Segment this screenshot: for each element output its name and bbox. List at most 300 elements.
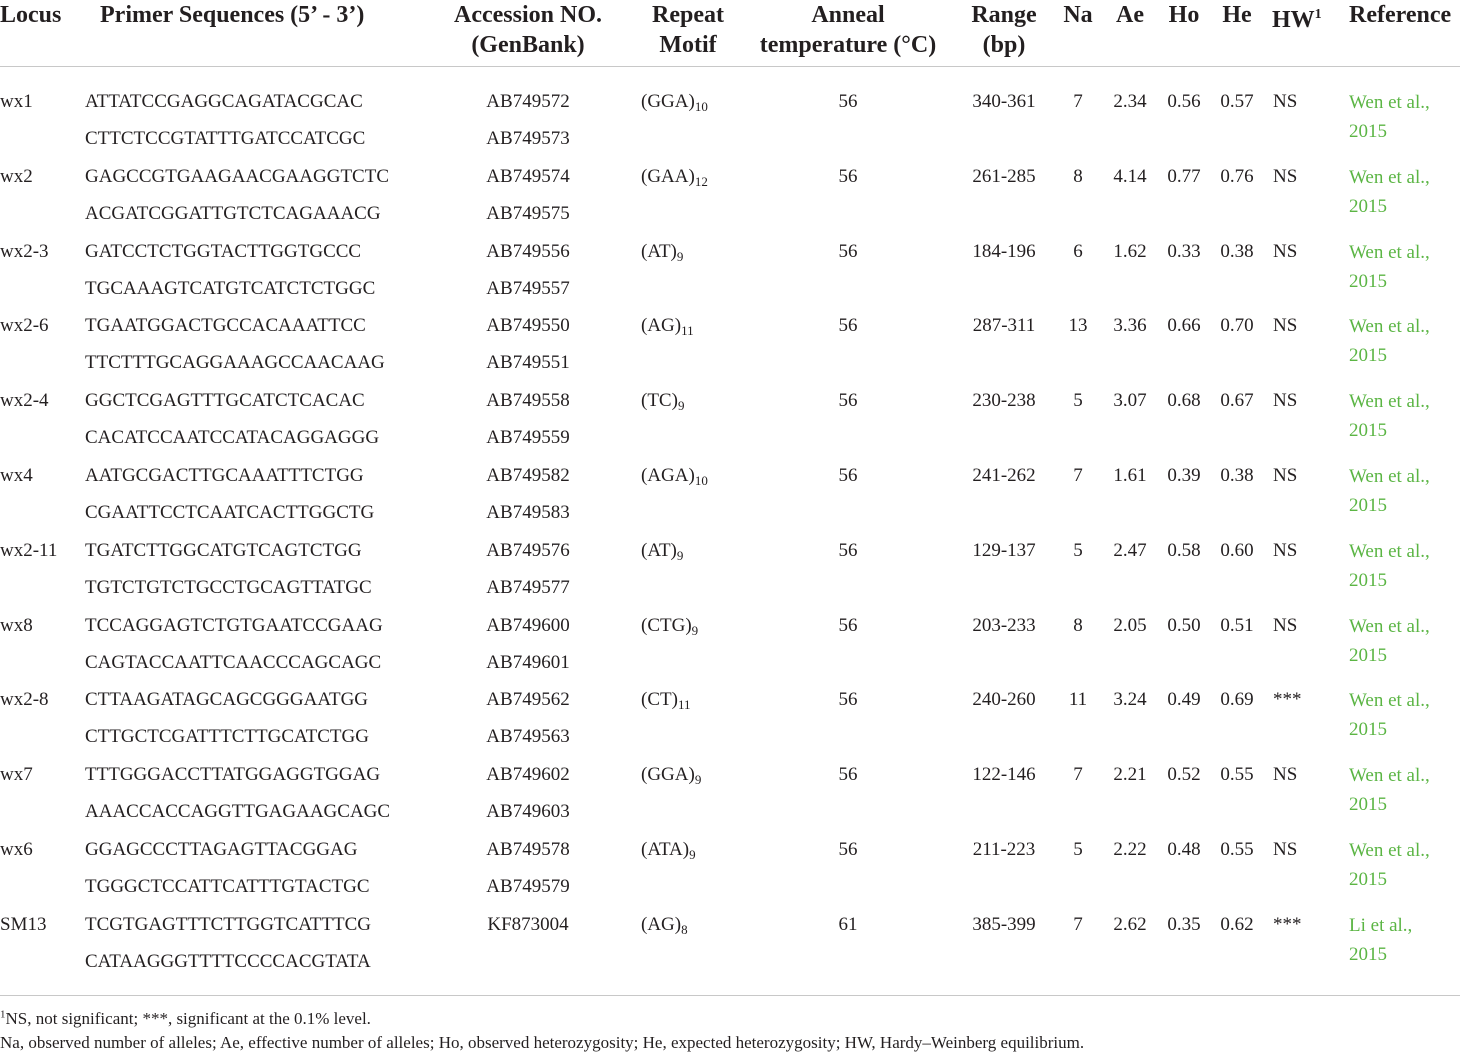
na-value <box>1056 312 1100 340</box>
repeat-motif-text: (GAA) <box>641 165 695 187</box>
accession-forward <box>428 462 628 490</box>
primer-forward <box>85 238 361 266</box>
repeat-count: 11 <box>681 323 694 339</box>
anneal-temp <box>748 387 948 415</box>
range-bp-text: 230-238 <box>972 390 1036 412</box>
range-bp-text: 261-285 <box>972 165 1036 187</box>
primer-reverse-text: CGAATTCCTCAATCACTTGGCTG <box>85 502 375 523</box>
header-anneal-line1: Anneal <box>811 2 885 28</box>
locus-cell-text: wx4 <box>0 465 33 486</box>
footnote-abbreviations: Na, observed number of alleles; Ae, effective number of alleles; Ho, observed heterozygosity; He, expected heterozygosity; HW, Hardy–Weinberg equilibrium. <box>0 1033 1085 1052</box>
repeat-motif <box>641 911 688 939</box>
range-bp-text: 241-262 <box>972 465 1036 486</box>
ae-value-text: 2.47 <box>1113 539 1147 561</box>
he-value <box>1217 911 1257 939</box>
locus-cell <box>0 238 49 266</box>
na-value-text: 5 <box>1073 539 1083 561</box>
locus-cell-text: SM13 <box>0 913 47 935</box>
na-value <box>1056 537 1100 565</box>
hw-value <box>1273 612 1297 640</box>
header-hw-label: HW <box>1272 7 1315 33</box>
header-ho: Ho <box>1168 2 1200 28</box>
locus-cell-text: wx6 <box>0 839 33 860</box>
range-bp-text: 203-233 <box>972 614 1036 636</box>
na-value-text: 8 <box>1073 614 1083 636</box>
na-value <box>1056 911 1100 939</box>
reference-link[interactable] <box>1349 836 1459 894</box>
ae-value-text: 2.62 <box>1113 913 1147 935</box>
ae-value <box>1110 537 1150 565</box>
header-ae: Ae <box>1116 2 1144 28</box>
ae-value <box>1110 612 1150 640</box>
accession-forward <box>428 312 628 340</box>
header-repeat-motif <box>628 0 748 60</box>
primer-reverse-text: CAGTACCAATTCAACCCAGCAGC <box>85 651 382 673</box>
reference-link[interactable] <box>1349 163 1459 221</box>
ho-value-text: 0.48 <box>1167 839 1201 860</box>
ho-value <box>1163 462 1205 490</box>
header-reference: Reference <box>1349 2 1452 28</box>
repeat-count: 8 <box>681 921 688 937</box>
na-value-text: 7 <box>1073 91 1083 112</box>
primer-forward <box>85 462 364 490</box>
accession-reverse-text: AB749551 <box>486 352 570 374</box>
ae-value-text: 4.14 <box>1113 165 1147 187</box>
range-bp <box>958 312 1050 340</box>
header-accession-line1: Accession NO. <box>454 2 602 28</box>
ho-value-text: 0.35 <box>1167 913 1201 935</box>
primer-reverse-text: TTCTTTGCAGGAAAGCCAACAAG <box>85 352 385 374</box>
anneal-temp <box>748 88 948 116</box>
reference-year[interactable]: 2015 <box>1349 495 1387 516</box>
primer-reverse <box>85 649 381 677</box>
locus-cell-text: wx2-4 <box>0 390 49 412</box>
locus-cell <box>0 88 33 116</box>
accession-reverse-text: AB749557 <box>486 277 570 299</box>
repeat-count: 9 <box>676 547 684 563</box>
reference-authors[interactable]: Wen et al., <box>1349 316 1430 338</box>
primer-forward-text: GGAGCCCTTAGAGTTACGGAG <box>85 839 358 860</box>
footnote-significance-text: NS, not significant; ***, significant at the 0.1% level. <box>5 1009 371 1028</box>
ae-value <box>1110 312 1150 340</box>
accession-reverse-text: AB749579 <box>486 876 570 897</box>
reference-year[interactable]: 2015 <box>1349 345 1387 367</box>
accession-forward-text: AB749582 <box>486 465 570 486</box>
table-row <box>0 163 1460 238</box>
he-value-text: 0.70 <box>1220 315 1254 337</box>
accession-forward <box>428 612 628 640</box>
anneal-temp-text: 56 <box>838 91 858 112</box>
reference-link[interactable] <box>1349 462 1459 520</box>
accession-forward-text: AB749576 <box>486 539 570 561</box>
na-value <box>1056 686 1100 714</box>
accession-reverse <box>428 424 628 452</box>
reference-link[interactable] <box>1349 612 1459 670</box>
locus-cell <box>0 462 33 490</box>
footnote-marker: 1 <box>0 1008 6 1021</box>
repeat-count: 9 <box>694 772 702 788</box>
header-na: Na <box>1063 2 1093 28</box>
reference-authors[interactable]: Wen et al., <box>1349 615 1430 637</box>
ae-value <box>1110 836 1150 864</box>
reference-authors[interactable]: Wen et al., <box>1349 391 1430 413</box>
reference-authors[interactable]: Wen et al., <box>1349 765 1430 787</box>
range-bp <box>958 238 1050 266</box>
primer-reverse <box>85 424 379 452</box>
hw-value-text: *** <box>1273 689 1302 711</box>
reference-link[interactable] <box>1349 911 1459 969</box>
range-bp <box>958 612 1050 640</box>
hw-value-text: NS <box>1273 165 1298 187</box>
hw-value <box>1273 686 1302 714</box>
he-value-text: 0.62 <box>1220 913 1254 935</box>
accession-reverse-text: AB749573 <box>486 128 570 149</box>
accession-reverse-text: AB749583 <box>486 502 570 523</box>
primer-forward-text: GAGCCGTGAAGAACGAAGGTCTC <box>85 165 389 187</box>
repeat-motif-text: (AGA) <box>641 465 695 486</box>
locus-cell <box>0 911 46 939</box>
na-value-text: 6 <box>1073 240 1083 262</box>
repeat-motif-text: (AT) <box>641 539 677 561</box>
repeat-motif <box>641 88 708 116</box>
repeat-motif <box>641 836 696 864</box>
primer-forward <box>85 312 366 340</box>
ae-value <box>1110 88 1150 116</box>
primer-forward-text: TGATCTTGGCATGTCAGTCTGG <box>85 539 362 561</box>
anneal-temp-text: 61 <box>838 913 858 935</box>
reference-link[interactable] <box>1349 761 1459 819</box>
he-value-text: 0.69 <box>1220 689 1254 711</box>
ae-value-text: 1.62 <box>1113 240 1147 262</box>
primer-forward <box>85 761 380 789</box>
ae-value <box>1110 686 1150 714</box>
repeat-motif <box>641 761 701 789</box>
na-value-text: 11 <box>1068 689 1088 711</box>
table-row <box>0 462 1460 537</box>
reference-authors[interactable]: Wen et al., <box>1349 166 1430 188</box>
repeat-motif <box>641 387 684 415</box>
accession-forward <box>428 686 628 714</box>
ae-value-text: 3.07 <box>1113 390 1147 412</box>
reference-authors[interactable]: Wen et al., <box>1349 466 1430 487</box>
anneal-temp-text: 56 <box>838 839 858 860</box>
range-bp-text: 122-146 <box>972 764 1036 786</box>
hw-value <box>1273 911 1302 939</box>
na-value-text: 5 <box>1073 839 1083 860</box>
anneal-temp-text: 56 <box>838 689 858 711</box>
ae-value-text: 2.05 <box>1113 614 1147 636</box>
hw-value-text: NS <box>1273 839 1298 860</box>
locus-cell <box>0 612 33 640</box>
primer-forward <box>85 612 383 640</box>
accession-reverse <box>428 499 628 527</box>
ae-value-text: 3.36 <box>1113 315 1147 337</box>
anneal-temp <box>748 686 948 714</box>
he-value <box>1217 612 1257 640</box>
locus-cell-text: wx8 <box>0 614 33 636</box>
accession-forward <box>428 537 628 565</box>
range-bp-text: 240-260 <box>972 689 1036 711</box>
reference-year[interactable]: 2015 <box>1349 420 1387 442</box>
repeat-motif <box>641 462 708 490</box>
locus-cell-text: wx2-3 <box>0 240 49 262</box>
anneal-temp-text: 56 <box>838 315 858 337</box>
accession-reverse <box>428 873 628 901</box>
repeat-count: 10 <box>694 473 708 488</box>
hw-value-text: NS <box>1273 240 1298 262</box>
he-value-text: 0.60 <box>1220 539 1254 561</box>
primer-reverse-text: CTTCTCCGTATTTGATCCATCGC <box>85 128 366 149</box>
repeat-count: 10 <box>694 99 708 114</box>
primer-reverse <box>85 499 374 527</box>
header-accession-line2: (GenBank) <box>471 32 585 58</box>
reference-year[interactable]: 2015 <box>1349 719 1387 741</box>
header-anneal-line2: temperature (°C) <box>759 32 937 58</box>
reference-year[interactable]: 2015 <box>1349 794 1387 816</box>
footnote-significance <box>0 1008 371 1030</box>
accession-forward-text: AB749602 <box>486 764 570 786</box>
primer-forward <box>85 88 363 116</box>
hw-value-text: NS <box>1273 91 1298 112</box>
table-row <box>0 238 1460 313</box>
ae-value-text: 2.34 <box>1113 91 1147 112</box>
primer-reverse-text: CATAAGGGTTTTCCCCACGTATA <box>85 950 371 972</box>
accession-forward <box>428 387 628 415</box>
header-rule <box>0 66 1460 67</box>
accession-reverse <box>428 574 628 602</box>
repeat-motif-text: (AG) <box>641 315 682 337</box>
reference-year[interactable]: 2015 <box>1349 270 1387 292</box>
accession-forward <box>428 911 628 939</box>
he-value <box>1217 387 1257 415</box>
range-bp-text: 211-223 <box>972 839 1036 860</box>
repeat-motif <box>641 537 683 565</box>
anneal-temp <box>748 612 948 640</box>
ae-value <box>1110 238 1150 266</box>
primer-reverse <box>85 574 372 602</box>
table-row <box>0 88 1460 163</box>
reference-link[interactable] <box>1349 88 1459 146</box>
primer-reverse-text: CACATCCAATCCATACAGGAGGG <box>85 427 380 449</box>
header-range <box>958 0 1050 60</box>
anneal-temp-text: 56 <box>838 390 858 412</box>
primer-forward-text: CTTAAGATAGCAGCGGGAATGG <box>85 689 369 711</box>
accession-forward-text: AB749550 <box>486 315 570 337</box>
reference-authors[interactable]: Wen et al., <box>1349 92 1430 113</box>
repeat-motif <box>641 238 683 266</box>
accession-reverse-text: AB749577 <box>486 576 570 598</box>
reference-year[interactable]: 2015 <box>1349 121 1387 142</box>
primer-reverse <box>85 125 365 153</box>
ho-value-text: 0.39 <box>1167 465 1201 486</box>
ae-value <box>1110 163 1150 191</box>
accession-reverse <box>428 649 628 677</box>
repeat-count: 11 <box>677 697 691 713</box>
hw-value-text: NS <box>1273 465 1298 486</box>
primer-reverse <box>85 873 370 901</box>
anneal-temp <box>748 462 948 490</box>
table-row <box>0 612 1460 687</box>
locus-cell <box>0 686 49 714</box>
hw-value <box>1273 761 1297 789</box>
range-bp <box>958 537 1050 565</box>
ho-value-text: 0.56 <box>1167 91 1201 112</box>
na-value <box>1056 462 1100 490</box>
na-value <box>1056 836 1100 864</box>
table-row <box>0 911 1460 986</box>
primer-forward <box>85 686 368 714</box>
header-repeat-line1: Repeat <box>652 2 724 28</box>
na-value <box>1056 387 1100 415</box>
table-row <box>0 312 1460 387</box>
repeat-motif-text: (CT) <box>641 689 678 711</box>
he-value-text: 0.55 <box>1220 839 1254 860</box>
he-value <box>1217 537 1257 565</box>
anneal-temp-text: 56 <box>838 764 858 786</box>
ae-value-text: 2.21 <box>1113 764 1147 786</box>
table-row <box>0 387 1460 462</box>
primer-forward <box>85 836 357 864</box>
ho-value <box>1163 686 1205 714</box>
hw-value-text: NS <box>1273 614 1298 636</box>
hw-value <box>1273 88 1297 116</box>
he-value <box>1217 88 1257 116</box>
repeat-count: 9 <box>689 847 696 862</box>
anneal-temp <box>748 163 948 191</box>
ho-value-text: 0.77 <box>1167 165 1201 187</box>
reference-year[interactable]: 2015 <box>1349 644 1387 666</box>
primer-forward-text: ATTATCCGAGGCAGATACGCAC <box>85 91 363 112</box>
primer-reverse-text: TGTCTGTCTGCCTGCAGTTATGC <box>85 576 372 598</box>
repeat-motif <box>641 312 694 340</box>
header-range-line1: Range <box>971 2 1037 28</box>
primer-reverse-text: AAACCACCAGGTTGAGAAGCAGC <box>85 801 391 823</box>
na-value-text: 5 <box>1073 390 1083 412</box>
accession-forward-text: KF873004 <box>487 913 569 935</box>
na-value-text: 8 <box>1073 165 1083 187</box>
ae-value <box>1110 462 1150 490</box>
ho-value <box>1163 88 1205 116</box>
repeat-motif-text: (GGA) <box>641 764 695 786</box>
na-value <box>1056 612 1100 640</box>
header-primer-sequences: Primer Sequences (5’ - 3’) <box>100 2 365 28</box>
primer-forward-text: TTTGGGACCTTATGGAGGTGGAG <box>85 764 381 786</box>
table-row <box>0 836 1460 911</box>
he-value-text: 0.38 <box>1220 240 1254 262</box>
reference-authors[interactable]: Wen et al., <box>1349 540 1430 562</box>
locus-cell <box>0 761 33 789</box>
primer-reverse <box>85 275 375 303</box>
locus-cell-text: wx2-11 <box>0 539 58 561</box>
table-row <box>0 761 1460 836</box>
reference-year[interactable]: 2015 <box>1349 869 1387 890</box>
hw-value <box>1273 238 1297 266</box>
hw-value-text: NS <box>1273 764 1298 786</box>
range-bp <box>958 462 1050 490</box>
accession-reverse <box>428 349 628 377</box>
reference-year[interactable]: 2015 <box>1349 195 1387 217</box>
accession-forward-text: AB749574 <box>486 165 570 187</box>
header-accession <box>428 0 628 60</box>
anneal-temp-text: 56 <box>838 465 858 486</box>
reference-link[interactable] <box>1349 387 1459 445</box>
he-value-text: 0.57 <box>1220 91 1254 112</box>
primer-forward <box>85 163 389 191</box>
na-value-text: 7 <box>1073 913 1083 935</box>
repeat-count: 9 <box>677 398 685 414</box>
reference-link[interactable] <box>1349 537 1459 595</box>
ae-value <box>1110 911 1150 939</box>
primer-reverse-text: ACGATCGGATTGTCTCAGAAACG <box>85 202 381 224</box>
ho-value <box>1163 761 1205 789</box>
accession-forward <box>428 88 628 116</box>
header-anneal-temperature <box>748 0 948 60</box>
ae-value <box>1110 387 1150 415</box>
reference-authors[interactable]: Li et al., <box>1349 914 1413 936</box>
reference-authors[interactable]: Wen et al., <box>1349 241 1430 263</box>
he-value-text: 0.67 <box>1220 390 1254 412</box>
reference-authors[interactable]: Wen et al., <box>1349 840 1430 861</box>
reference-authors[interactable]: Wen et al., <box>1349 690 1430 712</box>
primer-reverse <box>85 948 371 976</box>
reference-year[interactable]: 2015 <box>1349 943 1387 965</box>
ho-value <box>1163 163 1205 191</box>
locus-cell <box>0 163 33 191</box>
table-row <box>0 537 1460 612</box>
na-value <box>1056 163 1100 191</box>
hw-value <box>1273 163 1297 191</box>
accession-reverse <box>428 125 628 153</box>
reference-link[interactable] <box>1349 686 1459 744</box>
repeat-motif-text: (TC) <box>641 390 678 412</box>
anneal-temp <box>748 312 948 340</box>
he-value <box>1217 462 1257 490</box>
range-bp-text: 287-311 <box>972 315 1036 337</box>
accession-forward-text: AB749558 <box>486 390 570 412</box>
na-value <box>1056 238 1100 266</box>
he-value <box>1217 238 1257 266</box>
table-row <box>0 686 1460 761</box>
repeat-count: 9 <box>676 248 684 264</box>
he-value <box>1217 686 1257 714</box>
reference-link[interactable] <box>1349 312 1459 370</box>
range-bp <box>958 686 1050 714</box>
hw-value-text: NS <box>1273 390 1298 412</box>
header-hw-sup: 1 <box>1314 7 1322 22</box>
he-value <box>1217 163 1257 191</box>
ae-value-text: 1.61 <box>1113 465 1147 486</box>
reference-year[interactable]: 2015 <box>1349 569 1387 591</box>
primer-reverse <box>85 349 385 377</box>
primer-reverse <box>85 723 369 751</box>
ho-value <box>1163 911 1205 939</box>
reference-link[interactable] <box>1349 238 1459 296</box>
header-range-line2: (bp) <box>982 32 1026 58</box>
ho-value-text: 0.66 <box>1167 315 1201 337</box>
locus-cell-text: wx2-8 <box>0 689 49 711</box>
primer-forward-text: TCCAGGAGTCTGTGAATCCGAAG <box>85 614 383 636</box>
repeat-motif-text: (AG) <box>641 913 682 935</box>
accession-reverse <box>428 798 628 826</box>
accession-forward-text: AB749578 <box>486 839 570 860</box>
accession-forward <box>428 238 628 266</box>
repeat-motif <box>641 163 708 191</box>
primer-forward <box>85 911 371 939</box>
header-hw <box>1272 0 1322 35</box>
accession-forward <box>428 761 628 789</box>
ho-value-text: 0.52 <box>1167 764 1201 786</box>
he-value-text: 0.38 <box>1220 465 1254 486</box>
